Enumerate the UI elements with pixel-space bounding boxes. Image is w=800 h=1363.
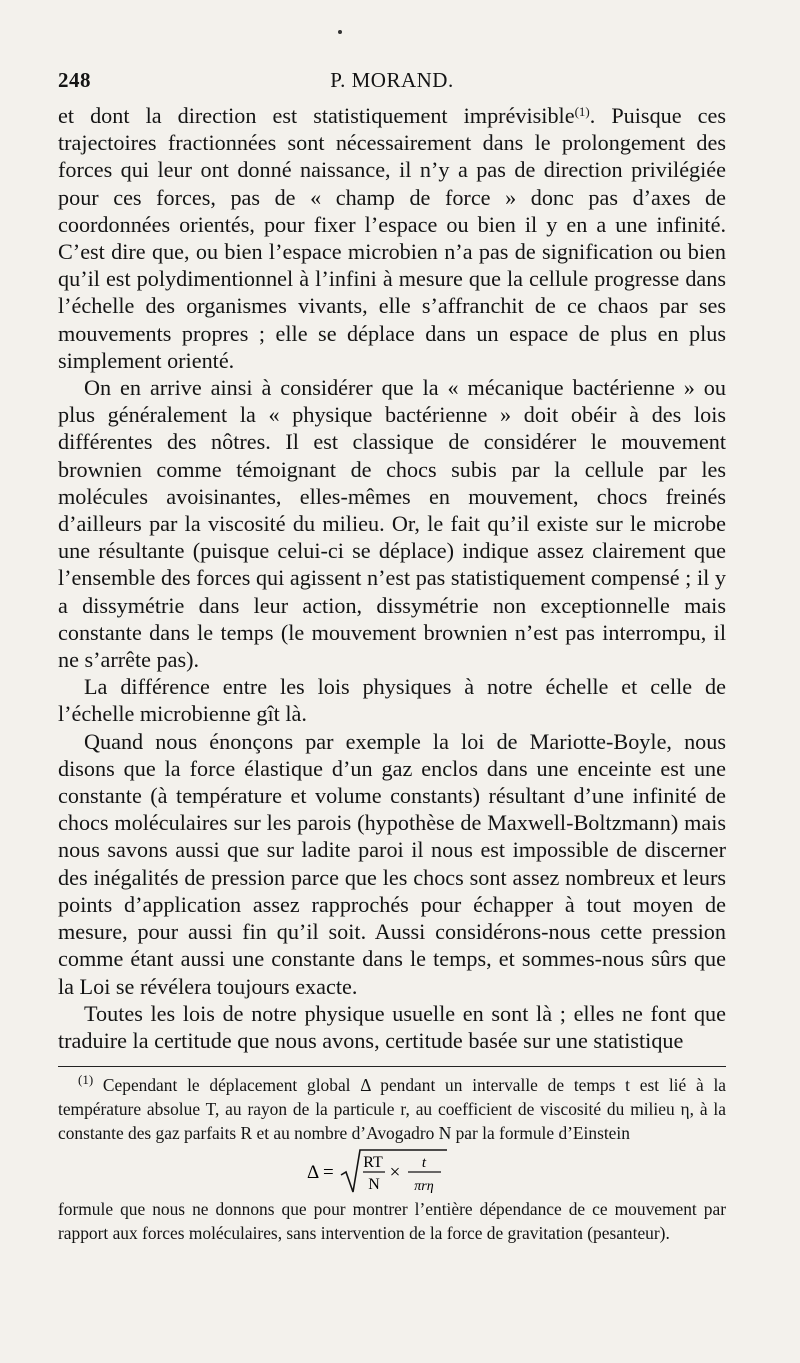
- body-text: [58, 102, 726, 1054]
- footnote-marker: (1): [78, 1072, 94, 1088]
- footnote-text: Cependant le déplacement global Δ pendant un intervalle de temps t est lié à la température absolue T, au rayon de la particule r, au coefficient de viscosité du milieu η, à la constante des gaz parfaits R et au nombre d’Avogadro N par la formule d’Einstein: [58, 1075, 726, 1144]
- footnote-ref: (1): [574, 104, 590, 119]
- formula-den2: πrη: [414, 1179, 434, 1195]
- page-number: 248: [58, 68, 91, 92]
- print-speck: [338, 30, 342, 34]
- formula-num1: RT: [363, 1154, 383, 1172]
- paragraph: Toutes les lois de notre physique usuelle en sont là ; elles ne font que traduire la certitude que nous avons, certitude basée sur une statistique: [58, 1000, 726, 1053]
- paragraph-text: . Puisque ces trajectoires fractionnées sont nécessairement dans le prolongement des forces qui leur ont donné naissance, il n’y a pas de direction privilégiée pour ces forces, pas de « champ de force » donc pas d’axes de coordonnées orientés, pour fixer l’espace ou bien il y en a une infinité. C’est dire que, ou bien l’espace microbien n’a pas de signification ou bien qu’il est polydimentionnel à l’infini à mesure que la cellule progresse dans l’échelle des organismes vivants, elle s’affranchit de ce chaos par ses mouvements propres ; elle se déplace dans un espace de plus en plus simplement orienté.: [58, 103, 726, 373]
- einstein-formula: [58, 1145, 726, 1197]
- paragraph-text: et dont la direction est statistiquement imprévisible: [58, 103, 575, 128]
- page: [58, 62, 726, 1245]
- footnote: [58, 1073, 726, 1145]
- running-title: P. MORAND.: [330, 68, 454, 92]
- formula-den1: N: [368, 1176, 380, 1194]
- paragraph: [58, 102, 726, 374]
- paragraph: La différence entre les lois physiques à notre échelle et celle de l’échelle microbienne gît là.: [58, 674, 726, 727]
- formula-equals: =: [323, 1162, 334, 1184]
- paragraph: Quand nous énonçons par exemple la loi de Mariotte-Boyle, nous disons que la force élastique d’un gaz enclos dans une enceinte est une constante (à température et volume constants) résultant d’une infinité de chocs moléculaires sur les parois (hypothèse de Maxwell-Boltzmann) mais nous savons aussi que sur ladite paroi il nous est impossible de discerner des inégalités de pression parce que les chocs sont assez nombreux et leurs points d’application assez rapprochés pour échapper à tout moyen de mesure, pour aussi fin qu’il soit. Aussi considérons-nous cette pression comme étant aussi une constante dans le temps, et sommes-nous sûrs que la Loi se révélera toujours exacte.: [58, 728, 726, 999]
- footnotes: [58, 1073, 726, 1245]
- formula-num2: t: [421, 1155, 427, 1172]
- footnote-rule: [58, 1066, 726, 1067]
- running-header: [58, 62, 726, 102]
- formula-times: ×: [389, 1162, 401, 1184]
- formula-lhs: Δ: [307, 1162, 320, 1184]
- paragraph: On en arrive ainsi à considérer que la « mécanique bactérienne » ou plus généralement la « physique bactérienne » doit obéir à des lois différentes des nôtres. Il est classique de considérer le mouvement brownien comme témoignant de chocs subis par la cellule par les molécules avoisinantes, elles-mêmes en mouvement, chocs freinés d’ailleurs par la viscosité du milieu. Or, le fait qu’il existe sur le microbe une résultante (puisque celui-ci se déplace) indique assez clairement que l’ensemble des forces qui agissent n’est pas statistiquement compensé ; il y a dissymétrie dans leur action, dissymétrie non exceptionnelle mais constante dans le temps (le mouvement brownien n’est pas interrompu, il ne s’arrête pas).: [58, 375, 726, 673]
- formula-graphic: [297, 1145, 487, 1197]
- footnote-continuation: formule que nous ne donnons que pour montrer l’entière dépendance de ce mouvement par rapport aux forces moléculaires, sans intervention de la force de gravitation (pesanteur).: [58, 1199, 726, 1244]
